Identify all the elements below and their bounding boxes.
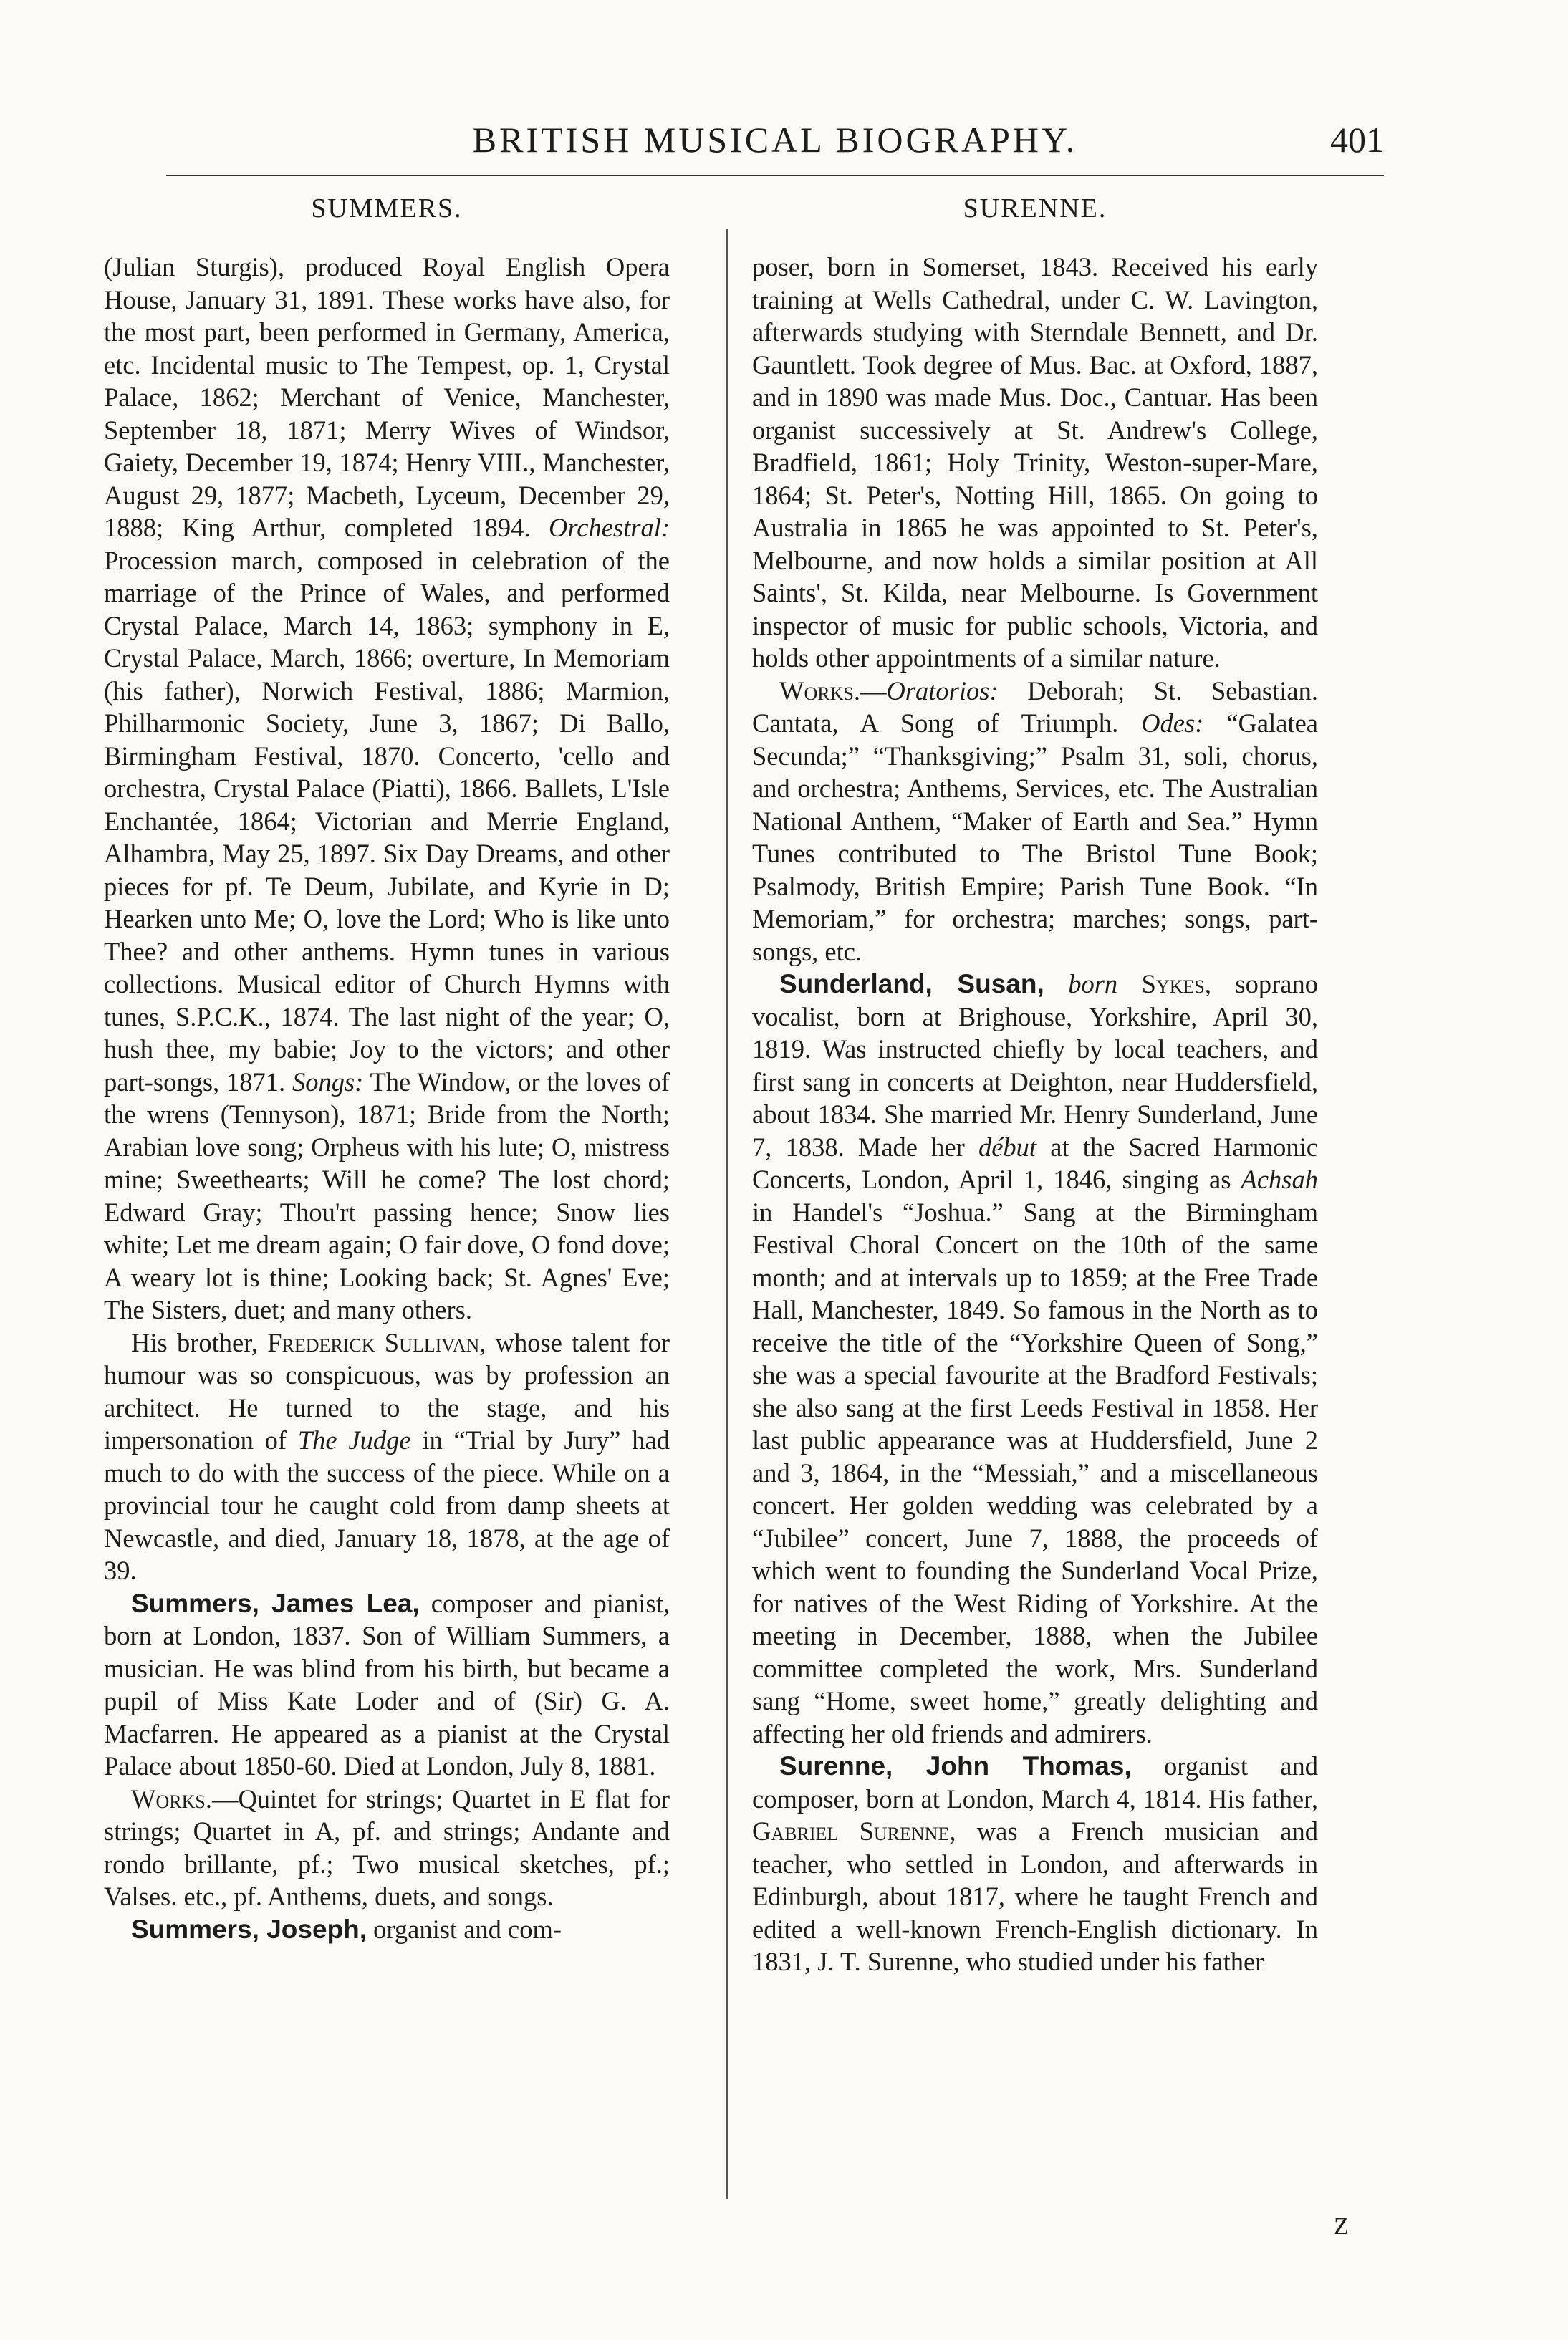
headword: Sunderland, Susan, [779,969,1044,998]
entry-summers-james-lea: Summers, James Lea, composer and pianist, born at London, 1837. Son of William Summers, a musician. He was blind from his birth, but became a pupil of Miss Kate Loder and of (Sir) G. A. Macfarren. He appeared as a pianist at the Crystal Palace about 1850-60. Died at London, July 8, 1881. [104,1588,670,1781]
headword: Summers, Joseph, [131,1914,367,1944]
entry-continuation-summers: (Julian Sturgis), produced Royal English Opera House, January 31, 1891. These works have also, for the most part, been performed in Germany, America, etc. Incidental music to The Tempest, op. 1, Crystal Palace, 1862; Merchant of Venice, Manchester, September 18, 1871; Merry Wives of Windsor, Gaiety, December 19, 1874; Henry VIII., Manchester, August 29, 1877; Macbeth, Lyceum, December 29, 1888; King Arthur, completed 1894. Orchestral: Procession march, composed in celebration of the marriage of the Prince of Wales, and performed Crystal Palace, March 14, 1863; symphony in E, Crystal Palace, March, 1866; overture, In Memoriam (his father), Norwich Festival, 1886; Marmion, Philharmonic Society, June 3, 1867; Di Ballo, Birmingham Festival, 1870. Concerto, 'cello and orchestra, Crystal Palace (Piatti), 1866. Ballets, L'Isle Enchantée, 1864; Victorian and Merrie England, Alhambra, May 25, 1897. Six Day Dreams, and other pieces for pf. Te Deum, Jubilate, and Kyrie in D; Hearken unto Me; O, love the Lord; Who is like unto Thee? and other anthems. Hymn tunes in various collections. Musical editor of Church Hymns with tunes, S.P.C.K., 1874. The last night of the year; O, hush thee, my babie; Joy to the victors; and other part-songs, 1871. Songs: The Window, or the loves of the wrens (Tennyson), 1871; Bride from the North; Arabian love song; Orpheus with his lute; O, mistress mine; Sweethearts; Will he come? The lost chord; Edward Gray; Thou'rt passing hence; Snow lies white; Let me dream again; O fair dove, O fond dove; A weary lot is thine; Looking back; St. Agnes' Eve; The Sisters, duet; and many others. [104,252,670,1324]
right-column-body [752,251,1318,1978]
works-summers-james-lea: Works.—Quintet for strings; Quartet in E flat for strings; Quartet in A, pf. and strings; Andante and rondo brillante, pf.; Two musical sketches, pf.; Valses. etc., pf. Anthems, duets, and songs. [104,1783,670,1911]
entry-continuation-summers-joseph: poser, born in Somerset, 1843. Received his early training at Wells Cathedral, under C. W. Lavington, afterwards studying with Sterndale Bennett, and Dr. Gauntlett. Took degree of Mus. Bac. at Oxford, 1887, and in 1890 was made Mus. Doc., Cantuar. Has been organist successively at St. Andrew's College, Bradfield, 1861; Holy Trinity, Weston-super-Mare, 1864; St. Peter's, Notting Hill, 1865. On going to Australia in 1865 he was appointed to St. Peter's, Melbourne, and now holds a similar position at All Saints', St. Kilda, near Melbourne. Is Government inspector of music for public schools, Victoria, and holds other appointments of a similar nature. [752,252,1318,673]
column-heading-surenne: SURENNE. [963,193,1107,223]
paragraph-frederick-sullivan: His brother, Frederick Sullivan, whose talent for humour was so conspicuous, was by profession an architect. He turned to the stage, and his impersonation of The Judge in “Trial by Jury” had much to do with the success of the piece. While on a provincial tour he caught cold from damp sheets at Newcastle, and died, January 18, 1878, at the age of 39. [104,1327,670,1585]
left-column-body [104,251,670,1945]
header-rule [166,175,1384,176]
headword: Surenne, John Thomas, [779,1751,1132,1781]
running-title: BRITISH MUSICAL BIOGRAPHY. [472,120,1078,160]
column-divider [726,229,728,2199]
page-header [166,107,1384,172]
column-heading-summers: SUMMERS. [311,193,463,223]
entry-sunderland-susan: Sunderland, Susan, born Sykes, soprano vocalist, born at Brighouse, Yorkshire, April 30, 1819. Was instructed chiefly by local teachers, and first sang in concerts at Deighton, near Huddersfield, about 1834. She married Mr. Henry Sunderland, June 7, 1838. Made her début at the Sacred Harmonic Concerts, London, April 1, 1846, singing as Achsah in Handel's “Joshua.” Sang at the Birmingham Festival Choral Concert on the 10th of the same month; and at intervals up to 1859; at the Free Trade Hall, Manchester, 1849. So famous in the North as to receive the title of the “Yorkshire Queen of Song,” she was a special favourite at the Bradford Festivals; she also sang at the first Leeds Festival in 1858. Her last public appearance was at Huddersfield, June 2 and 3, 1864, in the “Messiah,” and a miscellaneous concert. Her golden wedding was celebrated by a “Jubilee” concert, June 7, 1888, the proceeds of which went to founding the Sunderland Vocal Prize, for natives of the West Riding of Yorkshire. At the meeting in December, 1888, when the Jubilee committee completed the work, Mrs. Sunderland sang “Home, sweet home,” greatly delighting and affecting her old friends and admirers. [752,969,1318,1748]
signature-mark: Z [1334,2213,1349,2240]
entry-summers-joseph: Summers, Joseph, organist and com- [131,1914,562,1944]
works-summers-joseph: Works.—Oratorios: Deborah; St. Sebastian. Cantata, A Song of Triumph. Odes: “Galatea Secunda;” “Thanksgiving;” Psalm 31, soli, chorus, and orchestra; Anthems, Services, etc. The Australian National Anthem, “Maker of Earth and Sea.” Hymn Tunes contributed to The Bristol Tune Book; Psalmody, British Empire; Parish Tune Book. “In Memoriam,” for orchestra; marches; songs, part-songs, etc. [752,675,1318,966]
left-column [104,191,670,1945]
entry-surenne-john-thomas: Surenne, John Thomas, organist and composer, born at London, March 4, 1814. His father, Gabriel Surenne, was a French musician and teacher, who settled in London, and afterwards in Edinburgh, about 1817, where he taught French and edited a well-known French-English dictionary. In 1831, J. T. Surenne, who studied under his father [752,1751,1318,1976]
page-number: 401 [1330,120,1384,160]
headword: Summers, James Lea, [131,1588,420,1618]
right-column [752,191,1318,1978]
